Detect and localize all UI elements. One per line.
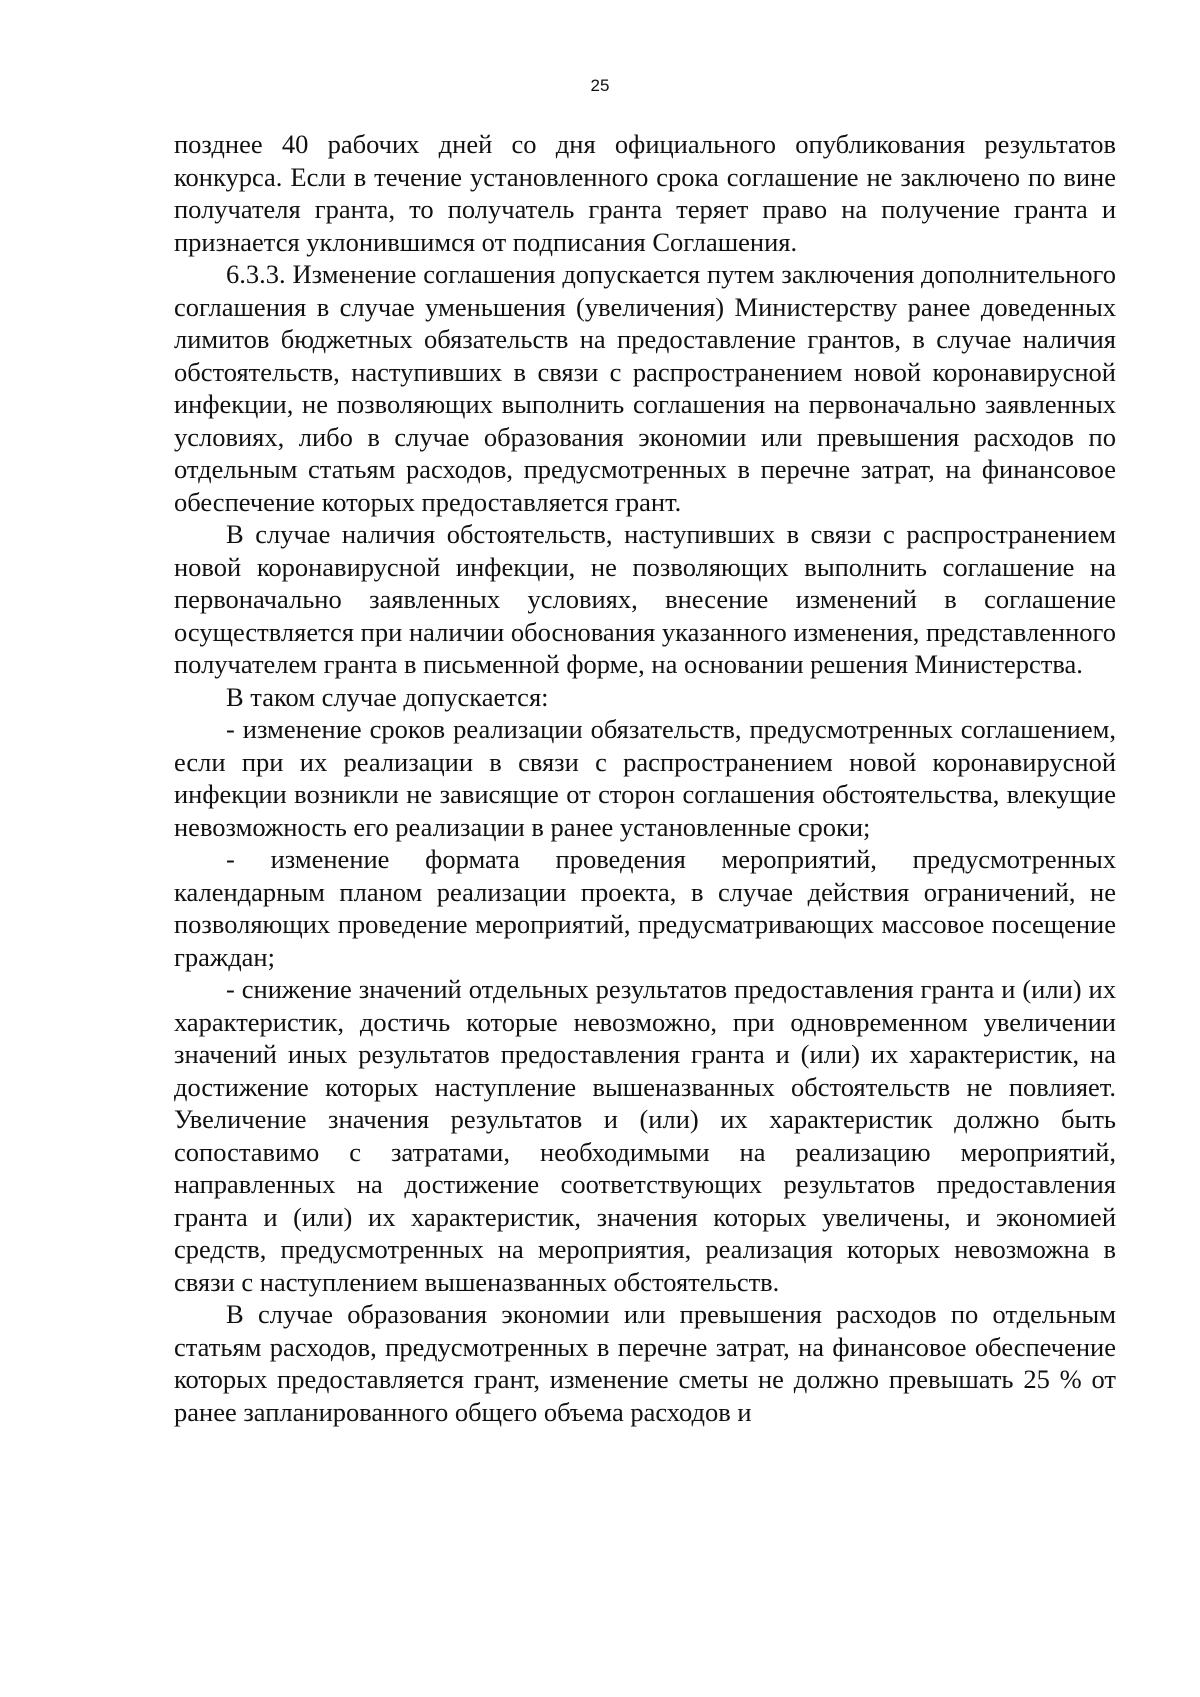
paragraph-clause-6-3-3: 6.3.3. Изменение соглашения допускается путем заключения дополнительного соглашения в случае уменьшения (увеличения) Министерству ранее доведенных лимитов бюджетных обязательств на предоставление грантов, в случае наличия обстоятельств, наступивших в связи с распространением новой коронавирусной инфекции, не позволяющих выполнить соглашения на первоначально заявленных условиях, либо в случае образования экономии или превышения расходов по отдельным статьям расходов, предусмотренных в перечне затрат, на финансовое обеспечение которых предоставляется грант. (174, 259, 1116, 517)
paragraph-budget-change: В случае образования экономии или превышения расходов по отдельным статьям расходов, предусмотренных в перечне затрат, на финансовое обеспечение которых предоставляется грант, изменение сметы не должно превышать 25 % от ранее запланированного общего объема расходов и (174, 1299, 1116, 1427)
paragraph-continuation: позднее 40 рабочих дней со дня официального опубликования результатов конкурса. Если в течение установленного срока соглашение не заключено по вине получателя гранта, то получатель гранта теряет право на получение гранта и признается уклонившимся от подписания Соглашения. (174, 129, 1116, 257)
list-item-format-change: - изменение формата проведения мероприятий, предусмотренных календарным планом реализации проекта, в случае действия ограничений, не позволяющих проведение мероприятий, предусматривающих массовое посещение граждан; (174, 844, 1116, 972)
document-body (174, 128, 1116, 1428)
paragraph-allowed-intro: В таком случае допускается: (226, 681, 549, 712)
list-item-deadline-change: - изменение сроков реализации обязательств, предусмотренных соглашением, если при их реализации в связи с распространением новой коронавирусной инфекции возникли не зависящие от сторон соглашения обстоятельства, влекущие невозможность его реализации в ранее установленные сроки; (174, 714, 1116, 842)
list-item-results-reduction: - снижение значений отдельных результатов предоставления гранта и (или) их характеристик, достичь которые невозможно, при одновременном увеличении значений иных результатов предоставления гранта и (или) их характеристик, на достижение которых наступление вышеназванных обстоятельств не повлияет. Увеличение значения результатов и (или) их характеристик должно быть сопоставимо с затратами, необходимыми на реализацию мероприятий, направленных на достижение соответствующих результатов предоставления гранта и (или) их характеристик, значения которых увеличены, и экономией средств, предусмотренных на мероприятия, реализация которых невозможна в связи с наступлением вышеназванных обстоятельств. (174, 974, 1116, 1297)
paragraph-covid-circumstances: В случае наличия обстоятельств, наступивших в связи с распространением новой коронавирусной инфекции, не позволяющих выполнить соглашение на первоначально заявленных условиях, внесение изменений в соглашение осуществляется при наличии обоснования указанного изменения, представленного получателем гранта в письменной форме, на основании решения Министерства. (174, 519, 1116, 679)
page-number: 25 (590, 76, 610, 95)
